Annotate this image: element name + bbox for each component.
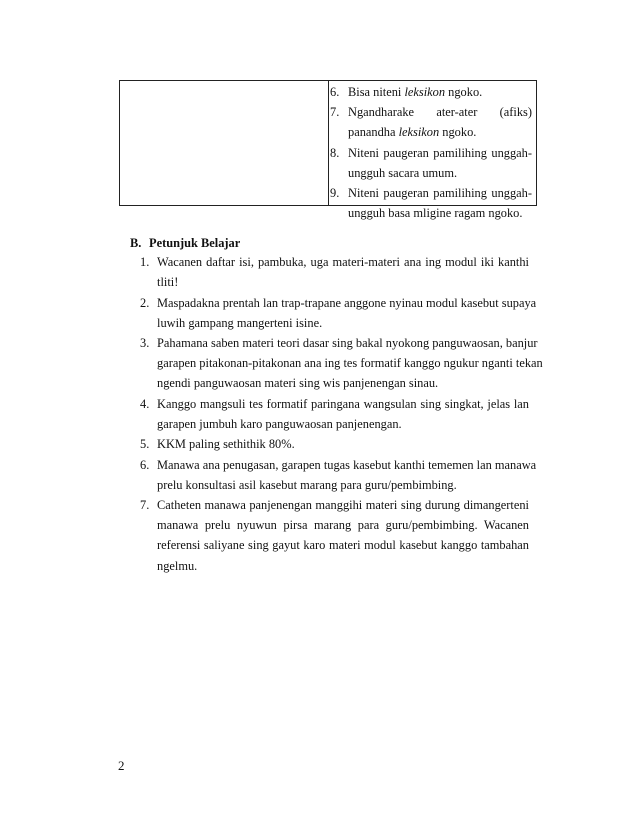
item-line: Catheten manawa panjenengan manggihi materi sing durung dimangerteni [157,498,529,512]
item-line: Manawa ana penugasan, garapen tugas kasebut kanthi tememen lan manawa [157,457,537,472]
objectives-table [119,80,537,221]
item-line: referensi saliyane sing gayut karo materi modul kasebut kanggo tambahan [157,538,529,553]
list-item [140,455,537,495]
item-line: ngendi panguwaosan materi sing wis panjenengan sinau. [157,376,439,391]
list-item [140,434,529,454]
item-number: 6. [330,85,340,99]
section-heading [130,236,240,251]
item-line: ngelmu. [157,558,198,573]
item-number: 7. [330,105,340,120]
item-line: Maspadakna prentah lan trap-trapane anggone nyinau modul kasebut supaya [157,295,537,310]
list-item [140,495,529,576]
item-line: manawa prelu nyuwun pirsa marang para guru/pembimbing. Wacanen [157,518,529,533]
table-item: 7. Ngandharake ater-ater (afiks) panandha leksikon ngoko. [330,102,532,142]
italic-term: leksikon [404,85,446,99]
item-line: KKM paling sethithik 80%. [157,437,295,452]
item-line: garapen pitakonan-pitakonan ana ing tes formatif kanggo ngukur nganti tekan [157,356,543,371]
item-number: 5. [140,437,150,452]
item-line: Pahamana saben materi teori dasar sing bakal nyokong panguwaosan, banjur [157,336,538,350]
item-line: Kanggo mangsuli tes formatif paringana wangsulan sing singkat, jelas lan [157,396,529,411]
list-item [140,293,537,333]
item-number: 3. [140,336,150,350]
table-item: 8. Niteni paugeran pamilihing unggah- ungguh sacara umum. [330,143,532,183]
page-number: 2 [118,758,125,773]
item-number: 8. [330,145,340,160]
item-line: tliti! [157,275,179,290]
item-number: 6. [140,457,150,472]
table-item: 6. Bisa niteni leksikon ngoko. [330,82,532,102]
item-line: garapen jumbuh karo panguwaosan panjenengan. [157,416,402,431]
item-number: 4. [140,396,150,411]
item-number: 7. [140,498,150,512]
item-number: 2. [140,295,150,310]
section-letter: B. [130,236,142,250]
table-item: 9. Niteni paugeran pamilihing unggah- ungguh basa mligine ragam ngoko. [330,183,532,223]
item-line: Wacanen daftar isi, pambuka, uga materi-materi ana ing modul iki kanthi [157,255,529,269]
item-line: luwih gampang mangerteni isine. [157,315,323,330]
italic-term: leksikon [398,125,440,140]
item-line: prelu konsultasi asil kasebut marang para guru/pembimbing. [157,477,457,492]
section-title: Petunjuk Belajar [149,236,241,250]
item-number: 1. [140,255,150,269]
instructions-list [140,252,543,576]
list-item [140,394,529,434]
list-item [140,252,529,292]
table-right-cell [330,82,532,223]
item-number: 9. [330,186,340,201]
list-item [140,333,543,394]
table-column-divider [328,81,329,205]
